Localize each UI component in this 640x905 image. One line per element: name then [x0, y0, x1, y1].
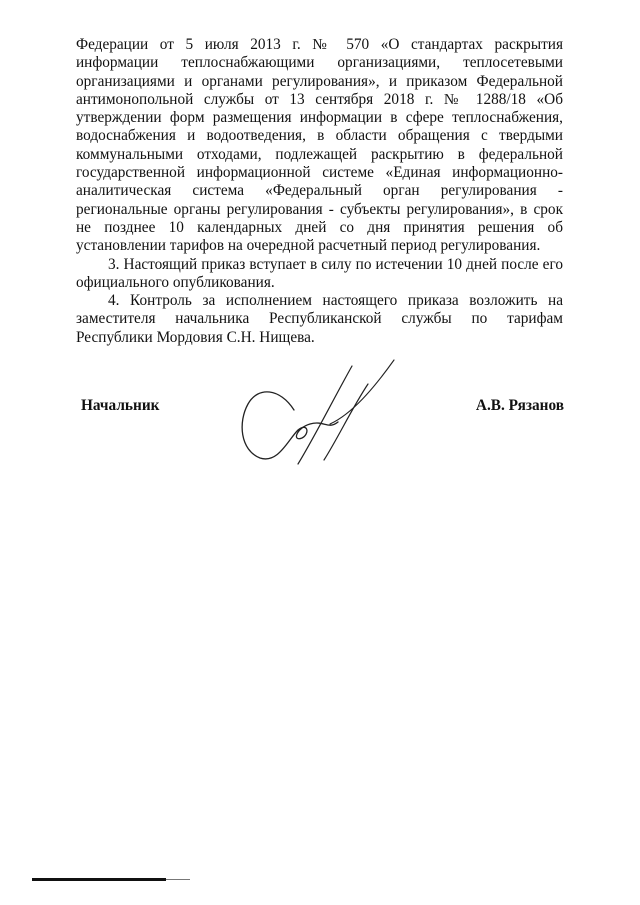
signer-position-title: Начальник [81, 397, 160, 414]
paragraph-item-4: 4. Контроль за исполнением настоящего приказа возложить на заместителя начальника Республиканской службы по тарифам Республики Мордовия С.Н. Нищева. [76, 292, 563, 346]
signer-name: А.В. Рязанов [475, 397, 564, 414]
handwritten-signature [234, 358, 400, 468]
signature-slash-stroke-2 [324, 384, 368, 460]
footer-rule [32, 878, 166, 881]
paragraph-continuation: Федерации от 5 июля 2013 г. № 570 «О стандартах раскрытия информации теплоснабжающими организациями, теплосетевыми организациями и органами регулирования», и приказом Федеральной антимонопольной службы от 13 сентября 2018 г. № 1288/18 «Об утверждении форм размещения информации в сфере теплоснабжения, водоснабжения и водоотведения, в области обращения с твердыми коммунальными отходами, подлежащей раскрытию в федеральной государственной информационной системе «Единая информационно-аналитическая система «Федеральный орган регулирования - региональные органы регулирования - субъекты регулирования», в срок не позднее 10 календарных дней со дня принятия решения об установлении тарифов на очередной расчетный период регулирования. [76, 36, 563, 255]
signature-loop-stroke [242, 392, 338, 459]
signature-slash-stroke-3 [330, 360, 394, 424]
document-body [76, 36, 563, 347]
footer-rule-tail [166, 879, 190, 880]
paragraph-item-3: 3. Настоящий приказ вступает в силу по истечении 10 дней после его официального опубликования. [76, 255, 563, 291]
